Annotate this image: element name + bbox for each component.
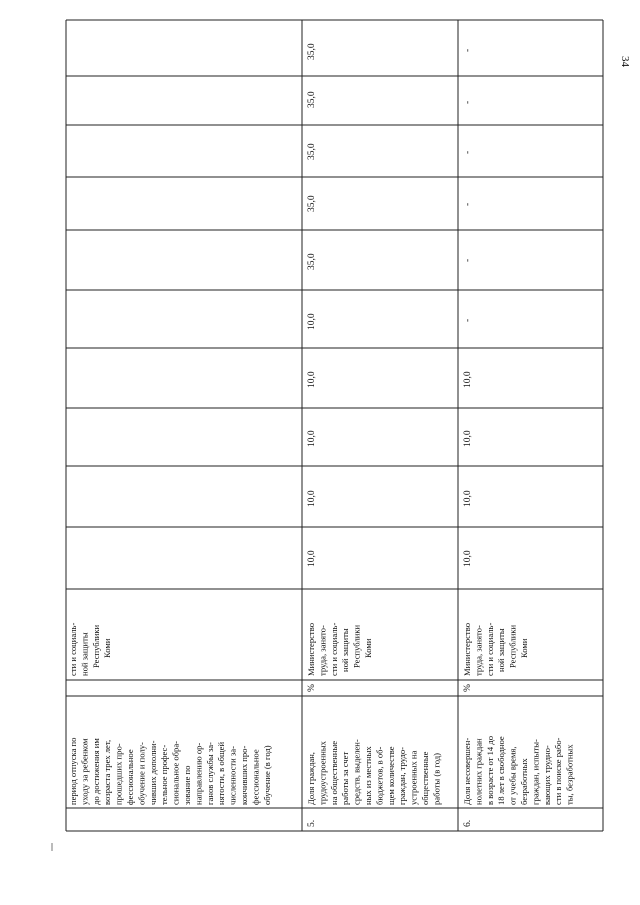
cell-value: - xyxy=(463,48,473,52)
cell-value: - xyxy=(463,318,473,322)
row-executor: Министерство труда, занято- сти и социаль- ной защиты Республики Коми xyxy=(462,622,529,676)
cell-value: 10,0 xyxy=(463,371,473,388)
cell-value: 35,0 xyxy=(307,253,317,270)
cell-value: 10,0 xyxy=(463,550,473,567)
row-executor: сти и социаль- ной защиты Республики Коми xyxy=(68,622,113,676)
cell-value: 10,0 xyxy=(463,430,473,447)
row-executor: Министерство труда, занято- сти и социаль- ной защиты Республики Коми xyxy=(306,622,373,676)
cell-value: 10,0 xyxy=(307,550,317,567)
cell-value: - xyxy=(463,150,473,154)
cell-value: 10,0 xyxy=(307,313,317,330)
cell-value: - xyxy=(463,100,473,104)
cell-value: 10,0 xyxy=(307,371,317,388)
cell-value: 10,0 xyxy=(307,430,317,447)
table-row xyxy=(306,313,441,827)
row-number: 6. xyxy=(463,819,473,827)
row-name: период отпуска по уходу за ребенком до достижения им возраста трех лет, прошедших про- фессиональное обучение и полу- чивших дополни- тельное профес- сиональное обра- зование по направлению ор- ганов службы за- нятости, в общей численности за- кончивших про- фессиональное обучение (в год) xyxy=(68,737,272,805)
row-unit: % xyxy=(307,684,317,692)
cell-value: 35,0 xyxy=(307,143,317,160)
cell-value: - xyxy=(463,258,473,262)
table-row xyxy=(462,49,575,827)
row-number: 5. xyxy=(307,819,317,827)
cell-value: - xyxy=(463,202,473,206)
row-name: Доля несовершен- нолетних граждан в возрасте от 14 до 18 лет в свободное от учебы время, безработных граждан, испыты- вающих трудно- сти в поиске рабо- ты, безработных xyxy=(462,735,575,805)
table-row xyxy=(68,43,317,805)
cell-value: 10,0 xyxy=(463,490,473,507)
table-grid xyxy=(66,20,603,831)
cell-value: 10,0 xyxy=(307,490,317,507)
cell-value: 35,0 xyxy=(307,91,317,108)
cell-value: 35,0 xyxy=(307,43,317,60)
cell-value: 35,0 xyxy=(307,195,317,212)
page-number: 34 xyxy=(619,56,631,67)
row-unit: % xyxy=(463,684,473,692)
row-name: Доля граждан, трудоустроенных на общественные работы за счет средств, выделен- ных из местных бюджетов, в об- щем количестве граждан, трудо- устроенных на общественные работы (в год) xyxy=(306,739,442,805)
